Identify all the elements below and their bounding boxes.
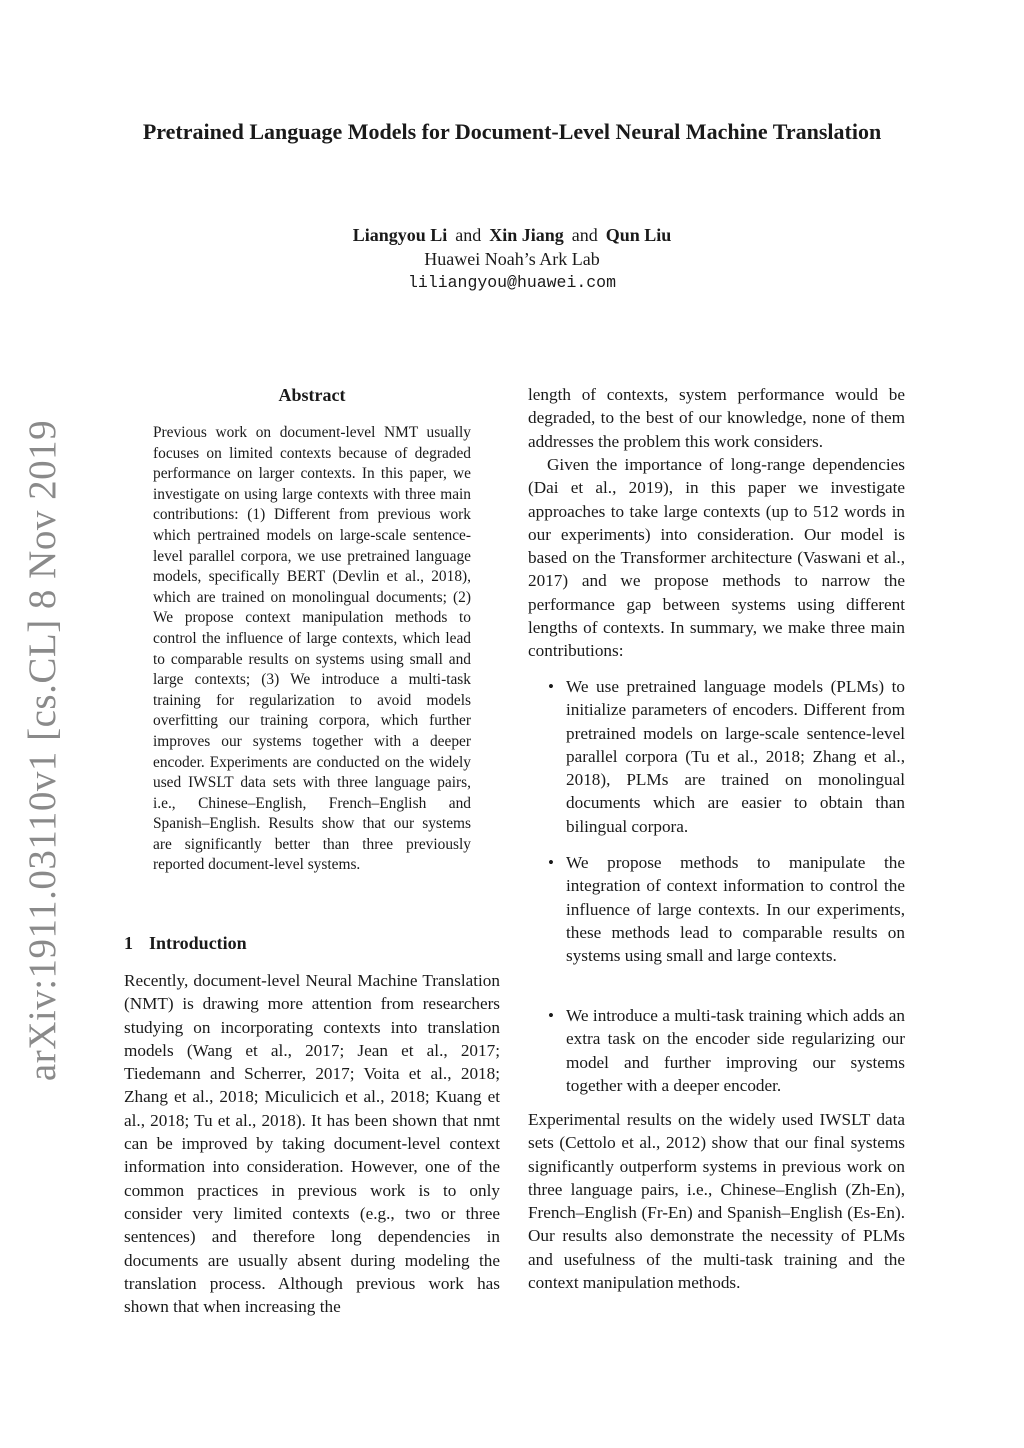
author-email: liliangyou@huawei.com <box>408 273 616 292</box>
abstract-text: Previous work on document-level NMT usually focuses on limited contexts because of degraded performance on larger contexts. In this paper, we investigate on using large contexts with three main contributions: (1) Different from previous work which pertrained models on large-scale sentence-level parallel corpora, we use pretrained language models, specifically BERT (Devlin et al., 2018), which are trained on monolingual documents; (2) We propose context manipulation methods to control the influence of large contexts, which lead to comparable results on systems using small and large contexts; (3) We introduce a multi-task training for regularization to avoid models overfitting our training corpora, which further improves our systems together with a deeper encoder. Experiments are conducted on the widely used IWSLT data sets with three language pairs, i.e., Chinese–English, French–English and Spanish–English. Results show that our systems are significantly better than three previously reported document-level systems. <box>153 424 471 874</box>
abstract-heading: Abstract <box>278 385 346 405</box>
author-separator: and <box>455 225 482 245</box>
bullet-icon: • <box>548 853 554 872</box>
author-name: Liangyou Li <box>352 225 448 245</box>
contribution-list-item <box>548 851 905 967</box>
paper-title: Pretrained Language Models for Document-Level Neural Machine Translation <box>142 119 882 144</box>
right-column-results-paragraph: Experimental results on the widely used IWSLT data sets (Cettolo et al., 2012) show that our final systems significantly outperform systems in previous work on three language pairs, i.e., Chinese–English (Zh-En), French–English (Fr-En) and Spanish–English (Es-En). Our results also demonstrate the necessity of PLMs and usefulness of the multi-task training and the context manipulation methods. <box>528 1110 905 1293</box>
author-list <box>112 223 912 247</box>
section-number: 1 <box>124 933 133 953</box>
intro-paragraph: Recently, document-level Neural Machine Translation (NMT) is drawing more attention from researchers studying on incorporating contexts into translation models (Wang et al., 2017; Jean et al., 2017; Tiedemann and Scherrer, 2017; Voita et al., 2018; Zhang et al., 2018; Miculicich et al., 2018; Kuang et al., 2018; Tu et al., 2018). It has been shown that nmt can be improved by taking document-level context information into consideration. However, one of the common practices in previous work is to only consider very limited contexts (e.g., two or three sentences) and therefore long dependencies in documents are usually absent during modeling the translation process. Although previous work has shown that when increasing the <box>124 971 500 1317</box>
author-affiliation: Huawei Noah’s Ark Lab <box>424 249 600 269</box>
section-heading-introduction <box>124 931 500 955</box>
author-name: Xin Jiang <box>489 225 564 245</box>
right-column-paragraph: Given the importance of long-range dependencies (Dai et al., 2019), in this paper we investigate approaches to take large contexts (up to 512 words in our experiments) into consideration. Our model is based on the Transformer architecture (Vaswani et al., 2017) and we propose methods to narrow the performance gap between systems using different lengths of contexts. In summary, we make three main contributions: <box>528 455 905 661</box>
section-title: Introduction <box>149 933 247 953</box>
arxiv-side-stamp <box>8 419 78 1081</box>
contribution-text: We propose methods to manipulate the integration of context information to control the influence of large contexts. In our experiments, these methods lead to comparable results on systems using small and large contexts. <box>566 853 905 966</box>
contribution-text: We use pretrained language models (PLMs) to initialize parameters of encoders. Different from pretrained models on large-scale sentence-level parallel corpora (Tu et al., 2018; Zhang et al., 2018), PLMs are trained on monolingual documents which are easier to obtain than bilingual corpora. <box>566 677 905 836</box>
author-separator: and <box>571 225 598 245</box>
arxiv-identifier: arXiv:1911.03110v1 [cs.CL] 8 Nov 2019 <box>21 419 65 1081</box>
right-column-continuation: length of contexts, system performance would be degraded, to the best of our knowledge, none of them addresses the problem this work considers. <box>528 385 905 451</box>
contribution-list-item <box>548 1004 905 1097</box>
bullet-icon: • <box>548 677 554 696</box>
contribution-list-item <box>548 675 905 838</box>
contribution-text: We introduce a multi-task training which adds an extra task on the encoder side regularizing our model and further improving our systems together with a deeper encoder. <box>566 1006 905 1095</box>
bullet-icon: • <box>548 1006 554 1025</box>
author-name: Qun Liu <box>605 225 672 245</box>
